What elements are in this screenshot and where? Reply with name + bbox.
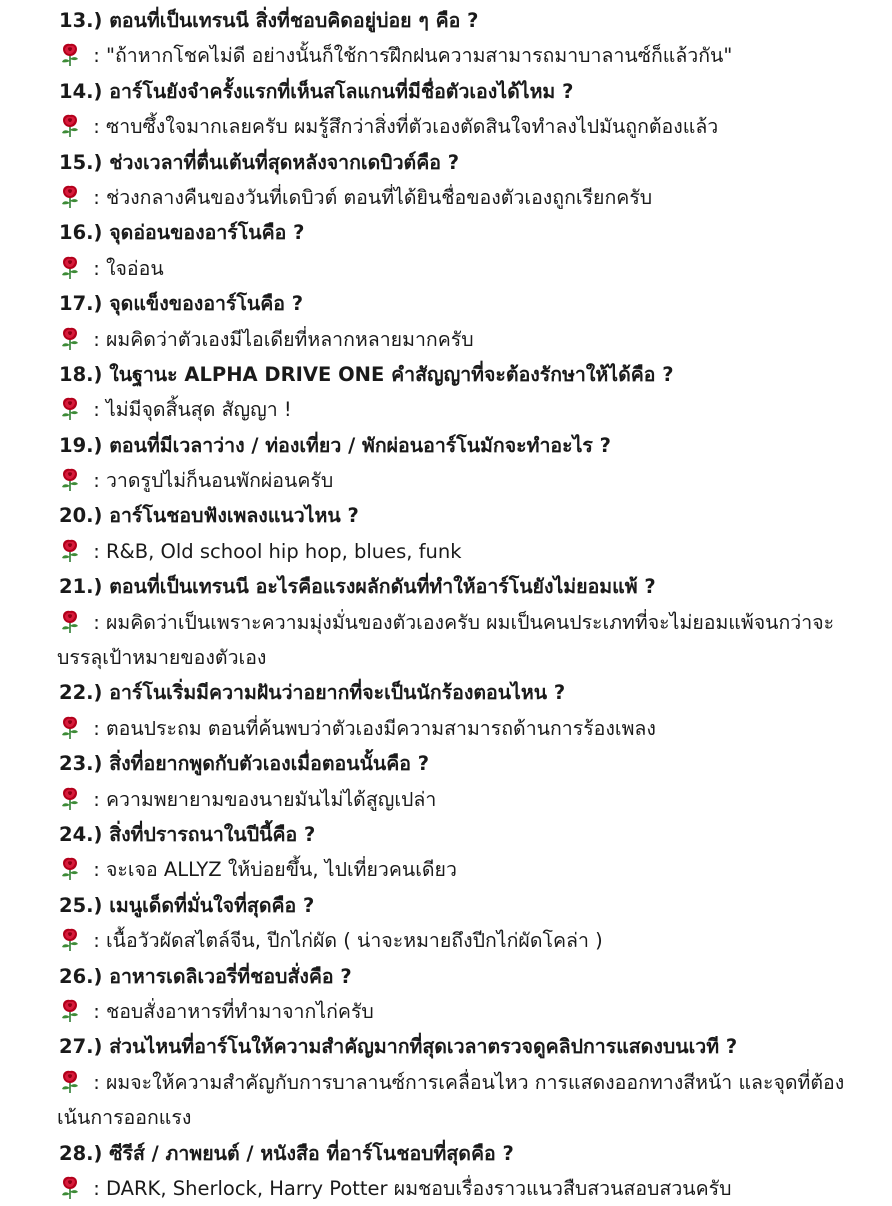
answer-text: : ผมคิดว่าตัวเองมีไอเดียที่หลากหลายมากครับ bbox=[93, 327, 474, 351]
rose-icon bbox=[59, 1070, 81, 1094]
answer-text: : DARK, Sherlock, Harry Potter ผมชอบเรื่องราวแนวสืบสวนสอบสวนครับ bbox=[93, 1176, 732, 1200]
question-21: 21.) ตอนที่เป็นเทรนนี อะไรคือแรงผลักดันที่ทำให้อาร์โนยังไม่ยอมแพ้ ? bbox=[59, 575, 656, 599]
qa-document bbox=[59, 3, 879, 1206]
answer-text: : จะเจอ ALLYZ ให้บ่อยขึ้น, ไปเที่ยวคนเดียว bbox=[93, 858, 457, 882]
rose-icon bbox=[59, 43, 81, 67]
answer-20 bbox=[59, 534, 879, 569]
answer-18 bbox=[59, 392, 879, 427]
answer-text: : ช่วงกลางคืนของวันที่เดบิวต์ ตอนที่ได้ยินชื่อของตัวเองถูกเรียกครับ bbox=[93, 185, 653, 209]
question-19: 19.) ตอนที่มีเวลาว่าง / ท่องเที่ยว / พักผ่อนอาร์โนมักจะทำอะไร ? bbox=[59, 433, 611, 457]
answer-21 bbox=[59, 605, 879, 676]
rose-icon bbox=[59, 468, 81, 492]
answer-text-continued: เน้นการออกแรง bbox=[57, 1106, 192, 1130]
answer-17 bbox=[59, 322, 879, 357]
answer-28 bbox=[59, 1171, 879, 1206]
answer-13 bbox=[59, 38, 879, 73]
question-24: 24.) สิ่งที่ปรารถนาในปีนี้คือ ? bbox=[59, 823, 316, 846]
answer-23 bbox=[59, 782, 879, 817]
question-14: 14.) อาร์โนยังจำครั้งแรกที่เห็นสโลแกนที่มีชื่อตัวเองได้ไหม ? bbox=[59, 79, 574, 103]
answer-25 bbox=[59, 923, 879, 958]
question-13: 13.) ตอนที่เป็นเทรนนี สิ่งที่ชอบคิดอยู่บ่อย ๆ คือ ? bbox=[59, 9, 479, 32]
answer-text: : ผมจะให้ความสำคัญกับการบาลานซ์การเคลื่อนไหว การแสดงออกทางสีหน้า และจุดที่ต้อง bbox=[93, 1070, 845, 1094]
rose-icon bbox=[59, 256, 81, 280]
answer-text: : ไม่มีจุดสิ้นสุด สัญญา ! bbox=[93, 398, 292, 422]
answer-text: : เนื้อวัวผัดสไตล์จีน, ปีกไก่ผัด ( น่าจะหมายถึงปีกไก่ผัดโคล่า ) bbox=[93, 929, 603, 953]
question-26: 26.) อาหารเดลิเวอรี่ที่ชอบสั่งคือ ? bbox=[59, 964, 352, 988]
answer-16 bbox=[59, 251, 879, 286]
answer-22 bbox=[59, 711, 879, 746]
answer-text: : ความพยายามของนายมันไม่ได้สูญเปล่า bbox=[93, 787, 437, 811]
rose-icon bbox=[59, 716, 81, 740]
question-20: 20.) อาร์โนชอบฟังเพลงแนวไหน ? bbox=[59, 504, 359, 528]
question-23: 23.) สิ่งที่อยากพูดกับตัวเองเมื่อตอนนั้นคือ ? bbox=[59, 752, 430, 776]
rose-icon bbox=[59, 610, 81, 634]
answer-text: : ใจอ่อน bbox=[93, 256, 164, 280]
rose-icon bbox=[59, 787, 81, 811]
answer-15 bbox=[59, 180, 879, 215]
rose-icon bbox=[59, 999, 81, 1023]
question-25: 25.) เมนูเด็ดที่มั่นใจที่สุดคือ ? bbox=[59, 893, 315, 917]
rose-icon bbox=[59, 327, 81, 351]
answer-19 bbox=[59, 463, 879, 498]
answer-text-continued: บรรลุเป้าหมายของตัวเอง bbox=[57, 646, 267, 670]
rose-icon bbox=[59, 397, 81, 421]
answer-text: : ผมคิดว่าเป็นเพราะความมุ่งมั่นของตัวเองครับ ผมเป็นคนประเภทที่จะไม่ยอมแพ้จนกว่าจะ bbox=[93, 610, 835, 634]
question-17: 17.) จุดแข็งของอาร์โนคือ ? bbox=[59, 292, 304, 316]
rose-icon bbox=[59, 1176, 81, 1200]
rose-icon bbox=[59, 539, 81, 563]
answer-text: : ชอบสั่งอาหารที่ทำมาจากไก่ครับ bbox=[93, 999, 374, 1023]
answer-27 bbox=[59, 1065, 879, 1136]
question-28: 28.) ซีรีส์ / ภาพยนต์ / หนังสือ ที่อาร์โนชอบที่สุดคือ ? bbox=[59, 1141, 514, 1165]
question-16: 16.) จุดอ่อนของอาร์โนคือ ? bbox=[59, 221, 305, 245]
answer-26 bbox=[59, 994, 879, 1029]
rose-icon bbox=[59, 114, 81, 138]
answer-text: : วาดรูปไม่ก็นอนพักผ่อนครับ bbox=[93, 469, 334, 493]
rose-icon bbox=[59, 928, 81, 952]
answer-24 bbox=[59, 852, 879, 887]
question-18: 18.) ในฐานะ ALPHA DRIVE ONE คำสัญญาที่จะต้องรักษาให้ได้คือ ? bbox=[59, 362, 674, 386]
question-15: 15.) ช่วงเวลาที่ตื่นเต้นที่สุดหลังจากเดบิวต์คือ ? bbox=[59, 150, 460, 174]
answer-text: : R&B, Old school hip hop, blues, funk bbox=[93, 539, 462, 563]
answer-text: : ตอนประถม ตอนที่ค้นพบว่าตัวเองมีความสามารถด้านการร้องเพลง bbox=[93, 716, 656, 740]
question-27: 27.) ส่วนไหนที่อาร์โนให้ความสำคัญมากที่สุดเวลาตรวจดูคลิปการแสดงบนเวที ? bbox=[59, 1035, 738, 1059]
answer-text: : "ถ้าหากโชคไม่ดี อย่างนั้นก็ใช้การฝึกฝนความสามารถมาบาลานซ์ก็แล้วกัน" bbox=[93, 44, 733, 68]
rose-icon bbox=[59, 185, 81, 209]
answer-14 bbox=[59, 109, 879, 144]
rose-icon bbox=[59, 857, 81, 881]
question-22: 22.) อาร์โนเริ่มมีความฝันว่าอยากที่จะเป็นนักร้องตอนไหน ? bbox=[59, 681, 566, 705]
answer-text: : ซาบซึ้งใจมากเลยครับ ผมรู้สึกว่าสิ่งที่ตัวเองตัดสินใจทำลงไปมันถูกต้องแล้ว bbox=[93, 115, 719, 139]
